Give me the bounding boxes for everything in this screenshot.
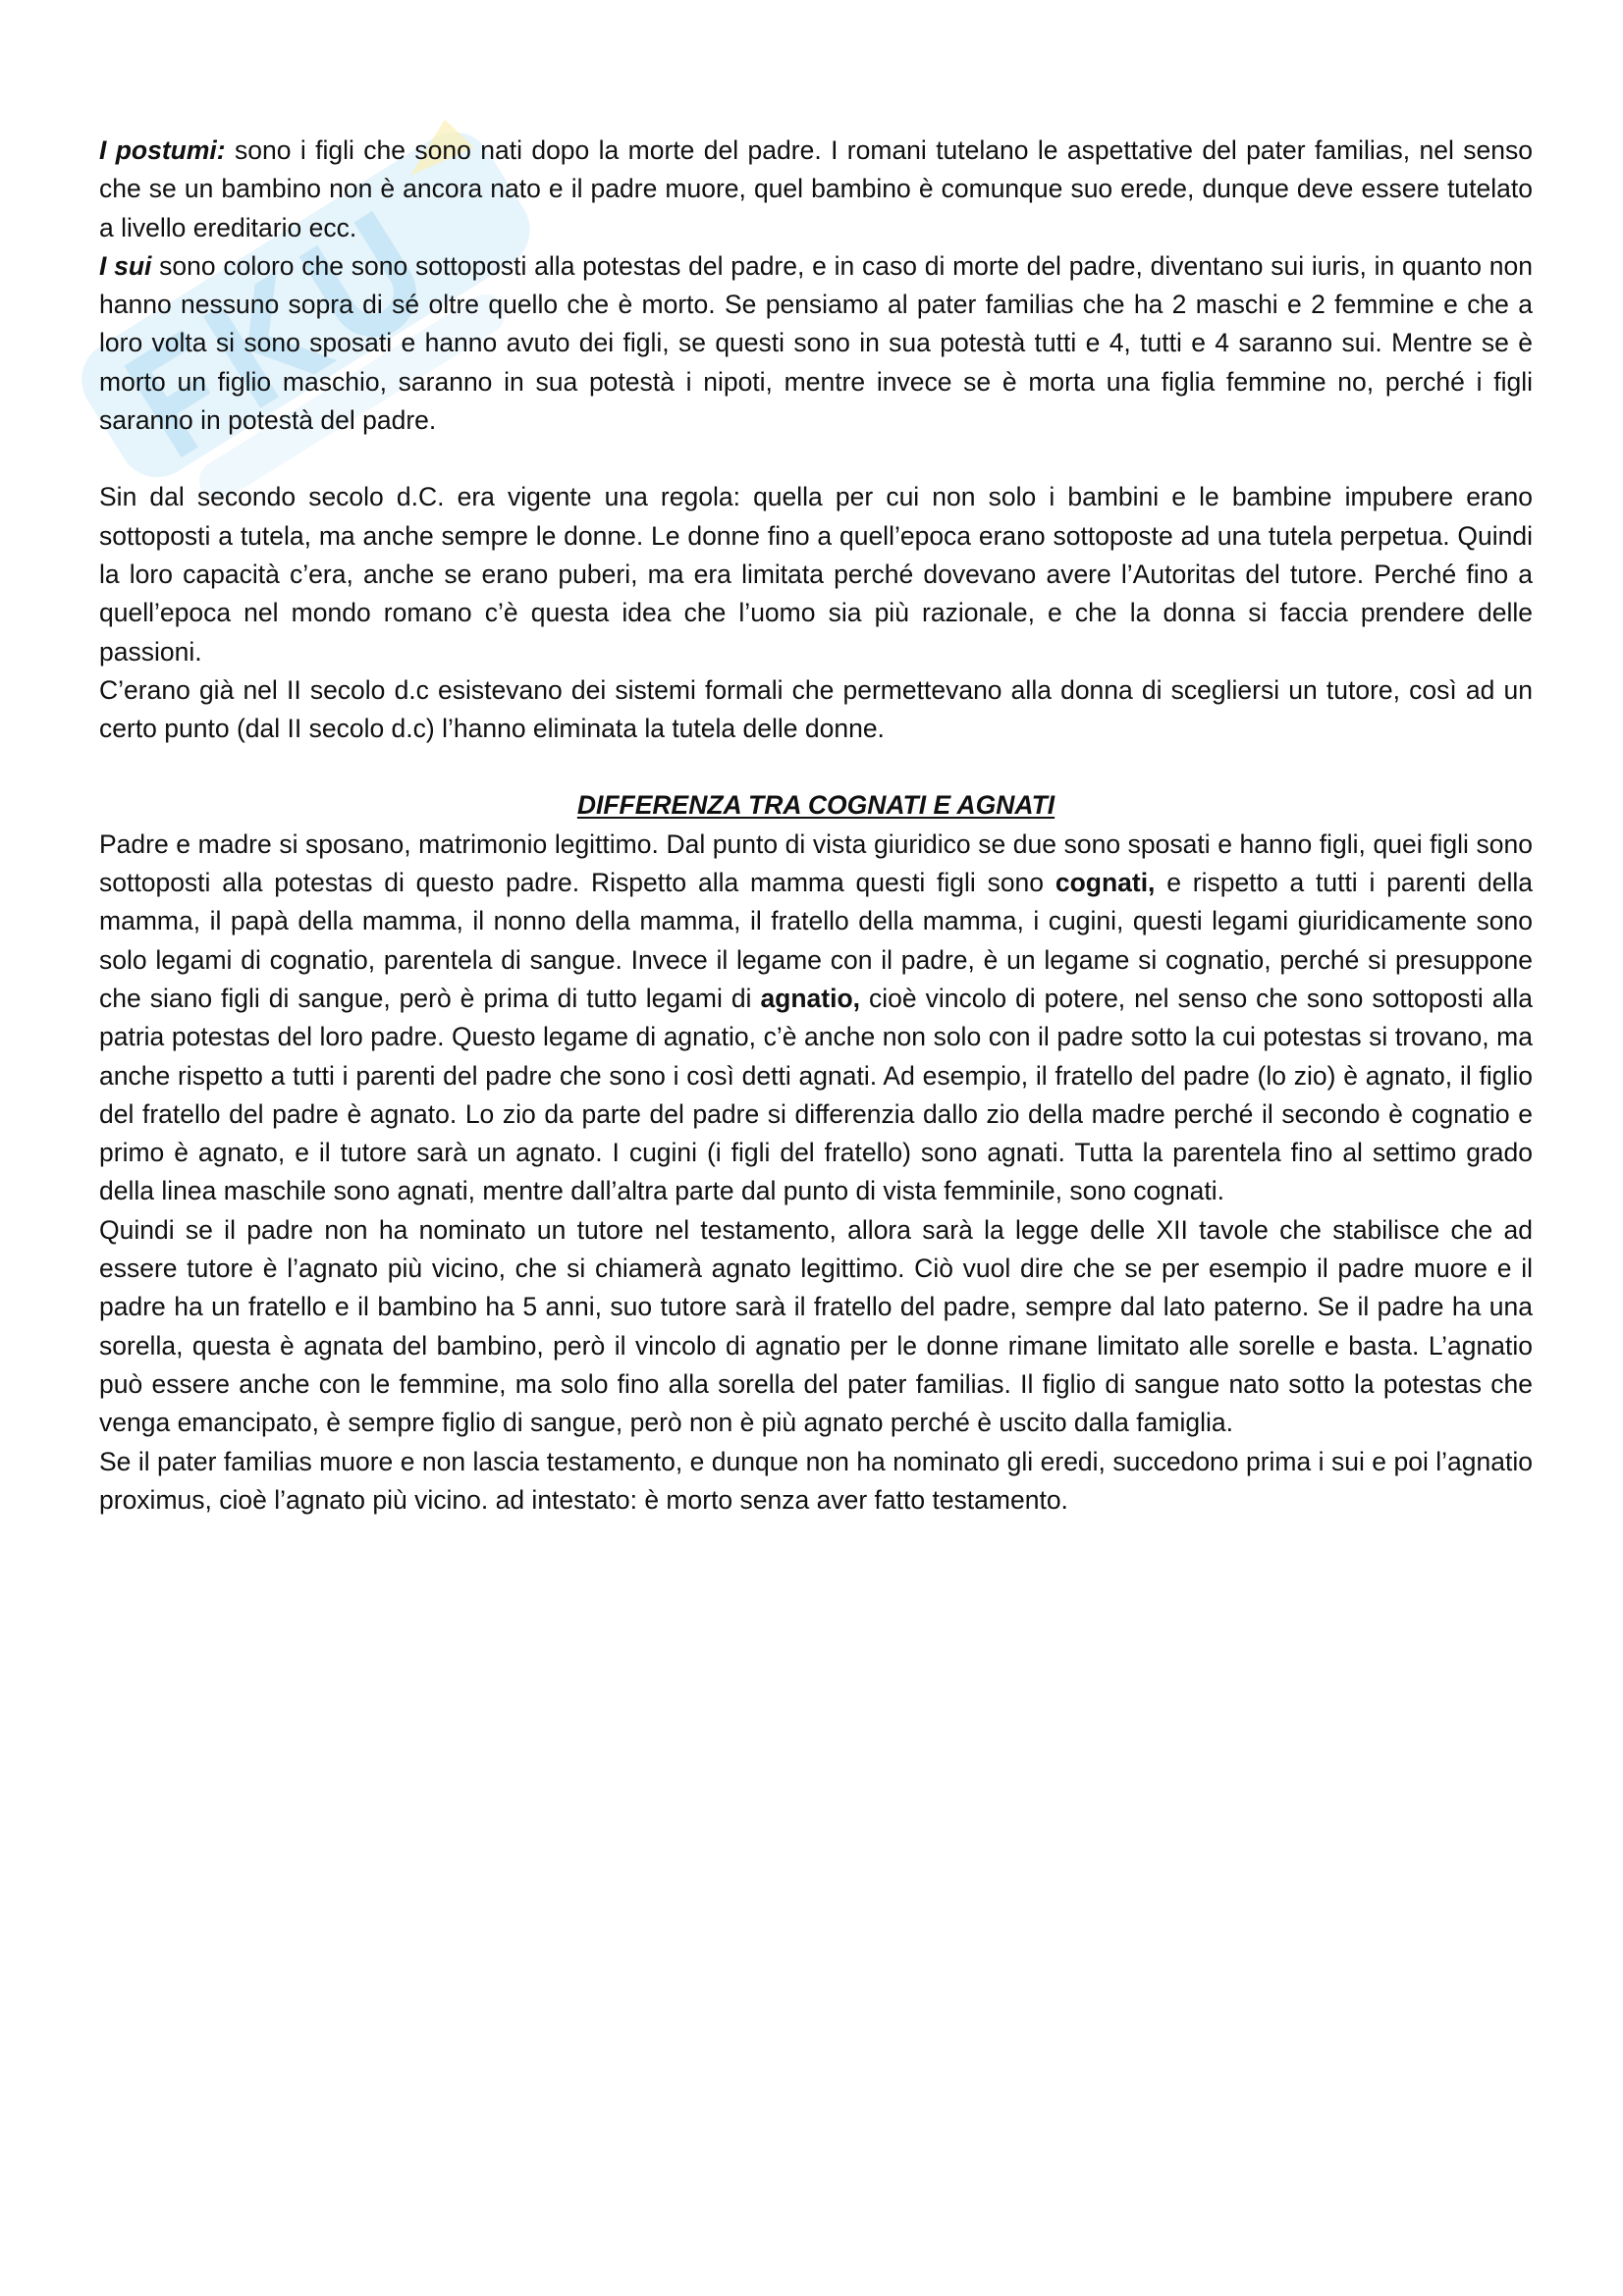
lead-sui: I sui bbox=[99, 250, 152, 281]
paragraph-cognati-agnati bbox=[99, 826, 1533, 1211]
paragraph-gap bbox=[99, 440, 1533, 478]
lead-postumi: I postumi: bbox=[99, 135, 226, 165]
paragraph-successione: Se il pater familias muore e non lascia testamento, e dunque non ha nominato gli eredi, succedono prima i sui e poi l’agnatio proximus, cioè l’agnato più vicino. ad intestato: è morto senza aver fatto testamento. bbox=[99, 1446, 1533, 1515]
term-cognati: cognati, bbox=[1055, 868, 1156, 898]
paragraph-cognati-agnati-part-b: e rispetto a tutti i parenti della mamma, il papà della mamma, il nonno della mamma, il fratello della mamma, i cugini, questi legami giuridicamente sono solo legami di cognatio, parentela di sangue. Invece il legame con il padre, è un legame si cognatio, perché si presuppone che siano figli di sangue, però è prima di tutto legami di bbox=[99, 868, 1533, 1013]
paragraph-gap bbox=[99, 748, 1533, 786]
paragraph-postumi bbox=[99, 132, 1533, 247]
paragraph-cognati-agnati-part-a: Padre e madre si sposano, matrimonio legittimo. Dal punto di vista giuridico se due sono sposati e hanno figli, quei figli sono sottoposti alla potestas di questo padre. Rispetto alla mamma questi figli sono bbox=[99, 828, 1533, 898]
section-heading: DIFFERENZA TRA COGNATI E AGNATI bbox=[576, 790, 1055, 821]
paragraph-cognati-agnati-part-c: cioè vincolo di potere, nel senso che sono sottoposti alla patria potestas del loro padre. Questo legame di agnatio, c’è anche non solo con il padre sotto la cui potestas si trovano, ma anche rispetto a tutti i parenti del padre che sono i così detti agnati. Ad esempio, il fratello del padre (lo zio) è agnato, il figlio del fratello del padre è agnato. Lo zio da parte del padre si differenzia dallo zio della madre perché il secondo è cognatio e primo è agnato, e il tutore sarà un agnato. I cugini (i figli del fratello) sono agnati. Tutta la parentela fino al settimo grado della linea maschile sono agnati, mentre dall’altra parte dal punto di vista femminile, sono cognati. bbox=[99, 983, 1533, 1206]
paragraph-sui bbox=[99, 247, 1533, 440]
paragraph-tutore-legittimo: Quindi se il padre non ha nominato un tutore nel testamento, allora sarà la legge delle XII tavole che stabilisce che ad essere tutore è l’agnato più vicino, che si chiamerà agnato legittimo. Ciò vuol dire che se per esempio il padre muore e il padre ha un fratello e il bambino ha 5 anni, suo tutore sarà il fratello del padre, sempre dal lato paterno. Se il padre ha una sorella, questa è agnata del bambino, però il vincolo di agnatio per le donne rimane limitato alle sorelle e basta. L’agnatio può essere anche con le femmine, ma solo fino alla sorella del pater familias. Il figlio di sangue nato sotto la potestas che venga emancipato, è sempre figlio di sangue, però non è più agnato perché è uscito dalla famiglia. bbox=[99, 1214, 1533, 1438]
paragraph-ii-secolo: C’erano già nel II secolo d.c esistevano dei sistemi formali che permettevano alla donna di scegliersi un tutore, così ad un certo punto (dal II secolo d.c) l’hanno eliminata la tutela delle donne. bbox=[99, 674, 1533, 744]
document-body bbox=[99, 132, 1533, 1520]
paragraph-sui-text: sono coloro che sono sottoposti alla potestas del padre, e in caso di morte del padre, diventano sui iuris, in quanto non hanno nessuno sopra di sé oltre quello che è morto. Se pensiamo al pater familias che ha 2 maschi e 2 femmine e che a loro volta si sono sposati e hanno avuto dei figli, se questi sono in sua potestà tutti e 4, tutti e 4 saranno sui. Mentre se è morto un figlio maschio, saranno in sua potestà i nipoti, mentre invece se è morta una figlia femmine no, perché i figli saranno in potestà del padre. bbox=[99, 250, 1533, 436]
paragraph-tutela-donne: Sin dal secondo secolo d.C. era vigente una regola: quella per cui non solo i bambini e le bambine impubere erano sottoposti a tutela, ma anche sempre le donne. Le donne fino a quell’epoca erano sottoposte ad una tutela perpetua. Quindi la loro capacità c’era, anche se erano puberi, ma era limitata perché dovevano avere l’Autoritas del tutore. Perché fino a quell’epoca nel mondo romano c’è questa idea che l’uomo sia più razionale, e che la donna si faccia prendere delle passioni. bbox=[99, 482, 1533, 667]
term-agnatio: agnatio, bbox=[760, 983, 861, 1013]
paragraph-postumi-text: sono i figli che sono nati dopo la morte del padre. I romani tutelano le aspettative del pater familias, nel senso che se un bambino non è ancora nato e il padre muore, quel bambino è comunque suo erede, dunque deve essere tutelato a livello ereditario ecc. bbox=[99, 135, 1533, 242]
